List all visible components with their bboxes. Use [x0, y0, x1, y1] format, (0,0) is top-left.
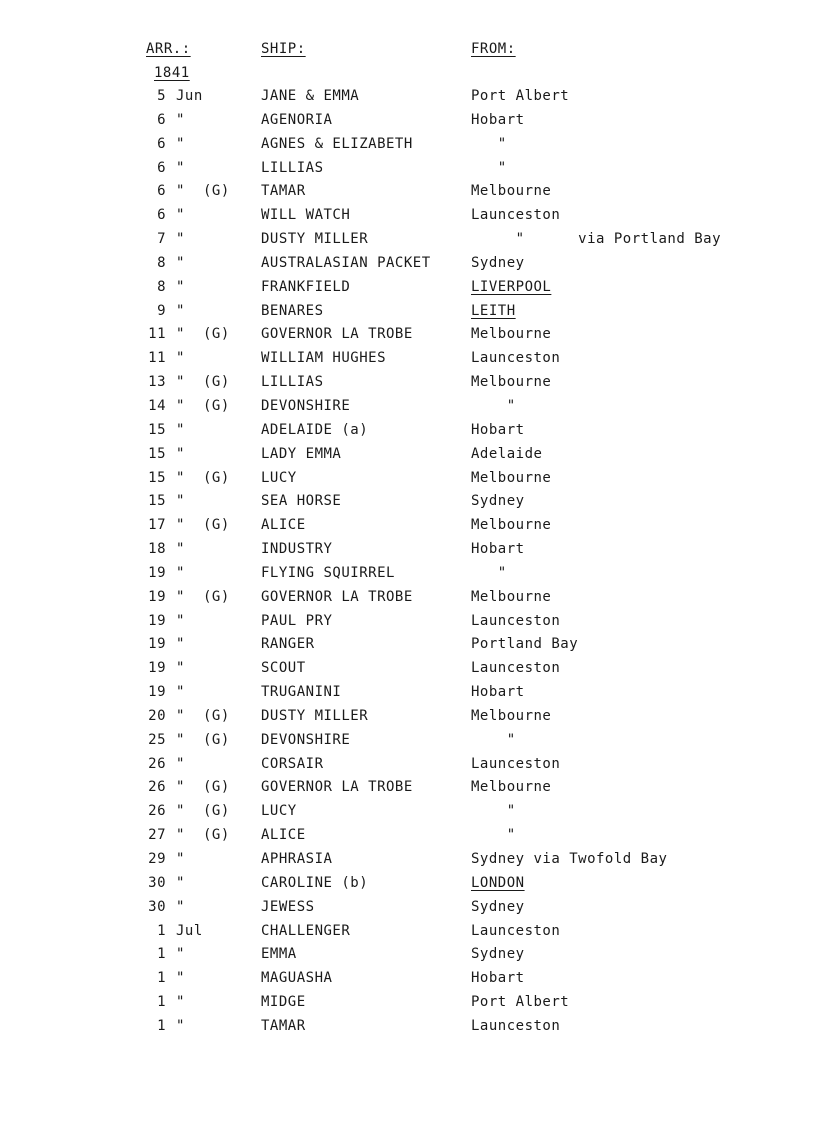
arrival-day: 1 — [157, 1017, 166, 1034]
arrival-month: " — [176, 445, 185, 462]
arrival-row — [0, 563, 816, 587]
from-port: Hobart — [471, 541, 525, 558]
arrival-row — [0, 634, 816, 658]
from-port: Launceston — [471, 612, 561, 629]
ship-name: AUSTRALASIAN PACKET — [261, 254, 431, 271]
arrival-row — [0, 253, 816, 277]
arrival-month: Jun — [176, 88, 203, 104]
arrival-row — [0, 277, 816, 301]
arrival-month: " — [176, 684, 185, 701]
arrival-month: " — [176, 827, 185, 844]
arrival-row — [0, 921, 816, 945]
ship-name: EMMA — [261, 946, 297, 963]
ship-name: BENARES — [261, 302, 324, 319]
arrival-month: " — [176, 397, 185, 414]
arrival-row — [0, 110, 816, 134]
from-port: Hobart — [471, 684, 525, 701]
arrival-row — [0, 897, 816, 921]
ship-name: MAGUASHA — [261, 970, 333, 987]
arrival-row — [0, 181, 816, 205]
gov-marker: (G) — [203, 469, 230, 486]
arrival-row — [0, 849, 816, 873]
arrival-row — [0, 348, 816, 372]
arrival-month: " — [176, 350, 185, 367]
arrival-day: 6 — [157, 135, 166, 152]
from-port: Adelaide — [471, 445, 543, 462]
ship-name: CORSAIR — [261, 755, 324, 772]
ship-name: LUCY — [261, 803, 297, 820]
arrival-day: 25 — [148, 731, 166, 748]
ship-name: GOVERNOR LA TROBE — [261, 326, 413, 343]
from-port: Melbourne — [471, 779, 552, 796]
arr-column-header: ARR.: — [146, 41, 191, 57]
arrival-month: " — [176, 898, 185, 915]
from-port: Melbourne — [471, 183, 552, 200]
arrival-month: " — [176, 135, 185, 152]
arrival-day: 6 — [157, 159, 166, 176]
from-port: " — [471, 564, 507, 581]
arrival-day: 19 — [148, 636, 166, 653]
from-port: Hobart — [471, 111, 525, 128]
arrival-month: " — [176, 731, 185, 748]
ship-name: TRUGANINI — [261, 684, 342, 701]
ship-name: LUCY — [261, 469, 297, 486]
from-port: Melbourne — [471, 374, 552, 391]
arrival-day: 6 — [157, 207, 166, 224]
from-port: Launceston — [471, 1017, 561, 1034]
arrival-day: 20 — [148, 707, 166, 724]
arrival-row — [0, 968, 816, 992]
gov-marker: (G) — [203, 731, 230, 748]
arrival-row — [0, 158, 816, 182]
from-port: " — [471, 731, 516, 748]
arrival-row — [0, 706, 816, 730]
gov-marker: (G) — [203, 326, 230, 343]
ship-name: ALICE — [261, 517, 306, 534]
arrivals-list — [0, 86, 816, 1040]
arrival-month: " — [176, 541, 185, 558]
from-port: Port Albert — [471, 88, 570, 104]
from-port: Sydney — [471, 898, 525, 915]
year-heading: 1841 — [154, 65, 190, 81]
arrival-row — [0, 515, 816, 539]
arrival-month: " — [176, 111, 185, 128]
ship-name: FLYING SQUIRREL — [261, 564, 395, 581]
ship-name: DEVONSHIRE — [261, 731, 351, 748]
ship-name: TAMAR — [261, 183, 306, 200]
arrival-month: " — [176, 851, 185, 867]
gov-marker: (G) — [203, 803, 230, 820]
arrival-row — [0, 873, 816, 897]
ship-column-header: SHIP: — [261, 41, 306, 57]
from-port: LONDON — [471, 874, 525, 891]
arrival-month: " — [176, 183, 185, 200]
arrival-row — [0, 420, 816, 444]
arrival-month: " — [176, 1017, 185, 1034]
ship-name: TAMAR — [261, 1017, 306, 1034]
arrival-month: " — [176, 469, 185, 486]
arrival-row — [0, 611, 816, 635]
ship-name: GOVERNOR LA TROBE — [261, 588, 413, 605]
arrival-day: 8 — [157, 278, 166, 295]
ship-name: APHRASIA — [261, 851, 333, 867]
arrival-month: " — [176, 231, 185, 248]
arrival-day: 26 — [148, 779, 166, 796]
gov-marker: (G) — [203, 517, 230, 534]
arrival-day: 11 — [148, 326, 166, 343]
arrival-day: 7 — [157, 231, 166, 248]
arrival-day: 15 — [148, 445, 166, 462]
from-port: Sydney — [471, 254, 525, 271]
arrival-day: 15 — [148, 493, 166, 510]
arrival-month: " — [176, 207, 185, 224]
arrival-day: 19 — [148, 684, 166, 701]
from-port: Sydney via Twofold Bay — [471, 851, 668, 867]
from-port: Sydney — [471, 493, 525, 510]
ship-name: WILL WATCH — [261, 207, 351, 224]
from-port: Melbourne — [471, 326, 552, 343]
ship-name: SEA HORSE — [261, 493, 342, 510]
from-port: Melbourne — [471, 469, 552, 486]
gov-marker: (G) — [203, 374, 230, 391]
arrival-row — [0, 301, 816, 325]
gov-marker: (G) — [203, 827, 230, 844]
arrival-day: 26 — [148, 755, 166, 772]
arrival-day: 6 — [157, 111, 166, 128]
from-port: " — [471, 159, 507, 176]
ship-name: WILLIAM HUGHES — [261, 350, 387, 367]
from-port: LIVERPOOL — [471, 278, 552, 295]
arrival-row — [0, 682, 816, 706]
arrival-month: " — [176, 612, 185, 629]
arrival-day: 1 — [157, 946, 166, 963]
from-port: " — [471, 135, 507, 152]
arrival-row — [0, 730, 816, 754]
from-port: LEITH — [471, 302, 516, 319]
from-port: Melbourne — [471, 707, 552, 724]
arrival-row — [0, 801, 816, 825]
arrival-day: 11 — [148, 350, 166, 367]
gov-marker: (G) — [203, 588, 230, 605]
gov-marker: (G) — [203, 779, 230, 796]
ship-name: CHALLENGER — [261, 922, 351, 939]
arrival-day: 30 — [148, 874, 166, 891]
from-port: Launceston — [471, 922, 561, 939]
arrival-row — [0, 134, 816, 158]
gov-marker: (G) — [203, 707, 230, 724]
arrival-day: 19 — [148, 660, 166, 677]
arrival-day: 26 — [148, 803, 166, 820]
arrival-day: 19 — [148, 612, 166, 629]
arrival-day: 30 — [148, 898, 166, 915]
arrival-row — [0, 396, 816, 420]
arrival-month: " — [176, 517, 185, 534]
arrival-month: " — [176, 493, 185, 510]
ship-name: RANGER — [261, 636, 315, 653]
from-port: Launceston — [471, 755, 561, 772]
from-port: Melbourne — [471, 517, 552, 534]
arrival-row — [0, 1016, 816, 1040]
arrival-month: Jul — [176, 922, 203, 939]
arrival-day: 14 — [148, 397, 166, 414]
ship-name: AGENORIA — [261, 111, 333, 128]
arrival-month: " — [176, 254, 185, 271]
from-port: Melbourne — [471, 588, 552, 605]
ship-name: LILLIAS — [261, 374, 324, 391]
ship-name: CAROLINE (b) — [261, 874, 369, 891]
ship-name: JEWESS — [261, 898, 315, 915]
arrival-month: " — [176, 421, 185, 438]
arrival-row — [0, 944, 816, 968]
arrival-day: 17 — [148, 517, 166, 534]
arrival-month: " — [176, 874, 185, 891]
ship-name: DUSTY MILLER — [261, 707, 369, 724]
arrival-month: " — [176, 588, 185, 605]
arrival-day: 13 — [148, 374, 166, 391]
arrival-day: 1 — [157, 994, 166, 1011]
from-port: Portland Bay — [471, 636, 579, 653]
arrival-day: 19 — [148, 564, 166, 581]
from-port: " — [471, 803, 516, 820]
arrival-month: " — [176, 946, 185, 963]
arrival-row — [0, 324, 816, 348]
gov-marker: (G) — [203, 183, 230, 200]
ship-name: PAUL PRY — [261, 612, 333, 629]
arrival-day: 29 — [148, 851, 166, 867]
from-port: Port Albert — [471, 994, 570, 1011]
arrival-day: 1 — [157, 922, 166, 939]
arrival-row — [0, 992, 816, 1016]
arrival-month: " — [176, 326, 185, 343]
arrival-row — [0, 86, 816, 110]
from-port: " — [471, 397, 516, 414]
from-port: Hobart — [471, 421, 525, 438]
from-port: Launceston — [471, 207, 561, 224]
from-port: Launceston — [471, 350, 561, 367]
arrival-day: 8 — [157, 254, 166, 271]
ship-name: SCOUT — [261, 660, 306, 677]
arrival-row — [0, 491, 816, 515]
ship-name: AGNES & ELIZABETH — [261, 135, 413, 152]
ship-name: ALICE — [261, 827, 306, 844]
arrival-day: 27 — [148, 827, 166, 844]
from-port: Sydney — [471, 946, 525, 963]
arrival-row — [0, 754, 816, 778]
arrival-day: 9 — [157, 302, 166, 319]
arrival-day: 15 — [148, 421, 166, 438]
arrival-month: " — [176, 755, 185, 772]
arrival-row — [0, 777, 816, 801]
from-port: Launceston — [471, 660, 561, 677]
arrival-row — [0, 372, 816, 396]
arrival-row — [0, 539, 816, 563]
arrival-row — [0, 229, 816, 253]
arrival-day: 6 — [157, 183, 166, 200]
from-port: " via Portland Bay — [471, 231, 722, 248]
ship-name: LADY EMMA — [261, 445, 342, 462]
arrival-row — [0, 468, 816, 492]
arrival-month: " — [176, 302, 185, 319]
ship-name: LILLIAS — [261, 159, 324, 176]
arrival-month: " — [176, 159, 185, 176]
ship-name: DEVONSHIRE — [261, 397, 351, 414]
ship-name: FRANKFIELD — [261, 278, 351, 295]
ship-name: DUSTY MILLER — [261, 231, 369, 248]
arrival-row — [0, 658, 816, 682]
from-port: Hobart — [471, 970, 525, 987]
arrival-month: " — [176, 636, 185, 653]
gov-marker: (G) — [203, 397, 230, 414]
ship-name: GOVERNOR LA TROBE — [261, 779, 413, 796]
arrival-month: " — [176, 994, 185, 1011]
arrival-month: " — [176, 707, 185, 724]
arrival-row — [0, 825, 816, 849]
arrival-month: " — [176, 564, 185, 581]
arrival-row — [0, 444, 816, 468]
ship-name: INDUSTRY — [261, 541, 333, 558]
arrival-month: " — [176, 374, 185, 391]
arrival-day: 19 — [148, 588, 166, 605]
ship-name: MIDGE — [261, 994, 306, 1011]
arrival-month: " — [176, 970, 185, 987]
arrival-month: " — [176, 278, 185, 295]
arrival-day: 15 — [148, 469, 166, 486]
arrival-day: 5 — [157, 88, 166, 104]
arrival-month: " — [176, 803, 185, 820]
arrival-month: " — [176, 779, 185, 796]
from-port: " — [471, 827, 516, 844]
ship-name: ADELAIDE (a) — [261, 421, 369, 438]
arrival-month: " — [176, 660, 185, 677]
arrival-day: 18 — [148, 541, 166, 558]
arrival-row — [0, 205, 816, 229]
arrival-day: 1 — [157, 970, 166, 987]
ship-name: JANE & EMMA — [261, 88, 360, 104]
arrival-row — [0, 587, 816, 611]
from-column-header: FROM: — [471, 41, 516, 57]
